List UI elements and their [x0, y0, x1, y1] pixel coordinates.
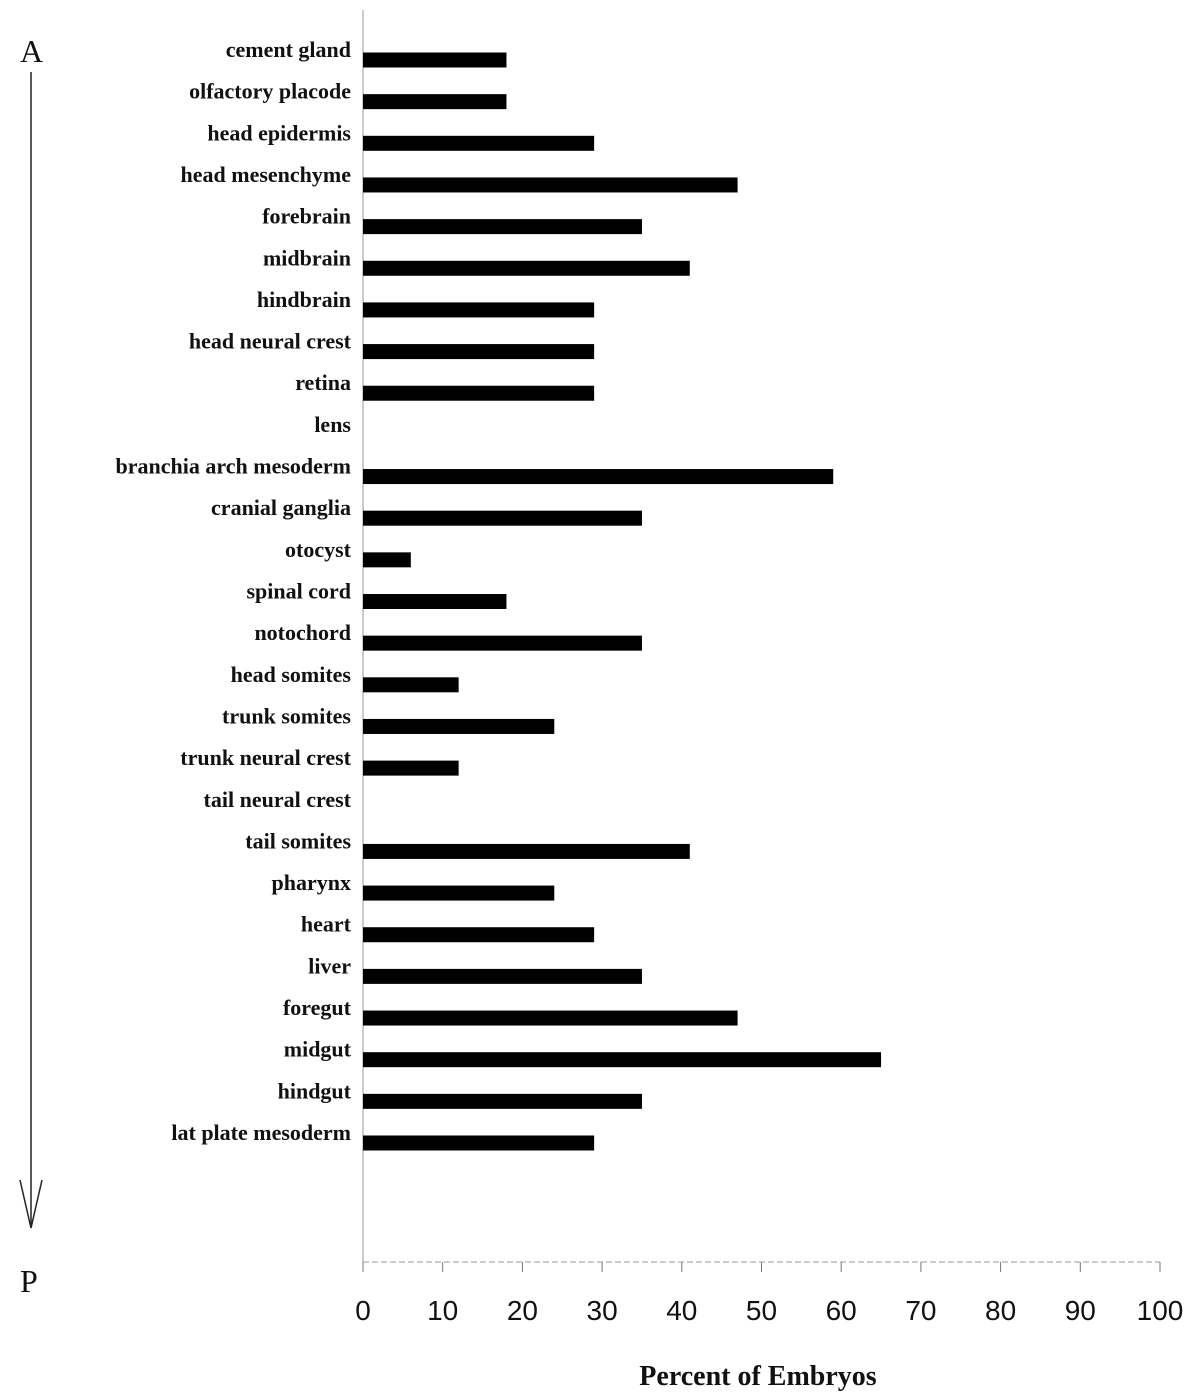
x-axis-ticks — [355, 1262, 1183, 1326]
category-label: forebrain — [262, 203, 351, 229]
x-tick-label: 10 — [427, 1295, 459, 1326]
x-tick-label: 90 — [1064, 1295, 1096, 1326]
category-label: hindgut — [277, 1078, 351, 1104]
bar — [363, 261, 690, 276]
category-label: spinal cord — [246, 578, 351, 604]
category-label: branchia arch mesoderm — [115, 453, 351, 479]
bar — [363, 1094, 642, 1109]
category-label: tail neural crest — [203, 786, 351, 812]
category-label: cranial ganglia — [211, 495, 351, 521]
x-tick-label: 70 — [905, 1295, 937, 1326]
bar — [363, 219, 642, 234]
anterior-label: A — [20, 33, 44, 69]
bars — [363, 53, 881, 1151]
x-axis-title: Percent of Embryos — [639, 1361, 877, 1392]
category-label: cement gland — [225, 37, 351, 62]
bar — [363, 761, 459, 776]
bar — [363, 136, 594, 151]
x-tick-label: 60 — [825, 1295, 857, 1326]
bar — [363, 469, 833, 484]
x-tick-label: 0 — [355, 1295, 371, 1326]
bar — [363, 886, 554, 901]
posterior-label: P — [20, 1263, 38, 1299]
category-label: pharynx — [271, 870, 351, 896]
x-tick-label: 100 — [1136, 1295, 1184, 1326]
bar — [363, 844, 690, 859]
bar — [363, 386, 594, 401]
category-label: head mesenchyme — [180, 161, 351, 187]
category-label: head somites — [230, 661, 351, 687]
bar — [363, 636, 642, 651]
anterior-posterior-indicator — [20, 33, 43, 1299]
bar — [363, 53, 506, 68]
category-label: liver — [308, 953, 351, 979]
bar — [363, 177, 738, 192]
bar — [363, 677, 459, 692]
x-tick-label: 30 — [586, 1295, 618, 1326]
category-label: tail somites — [245, 828, 351, 854]
bar — [363, 1136, 594, 1151]
bar — [363, 927, 594, 942]
category-label: midgut — [283, 1036, 351, 1062]
category-label: heart — [300, 911, 351, 937]
x-tick-label: 40 — [666, 1295, 698, 1326]
bar — [363, 969, 642, 984]
bar — [363, 1052, 881, 1067]
bar — [363, 344, 594, 359]
bar — [363, 94, 506, 109]
x-tick-label: 80 — [985, 1295, 1017, 1326]
category-label: otocyst — [285, 536, 351, 562]
bar — [363, 302, 594, 317]
bar — [363, 1011, 738, 1026]
bar — [363, 552, 411, 567]
bar — [363, 719, 554, 734]
category-label: lat plate mesoderm — [171, 1120, 351, 1145]
category-label: notochord — [254, 620, 351, 646]
category-label: trunk somites — [222, 703, 351, 729]
x-tick-label: 20 — [506, 1295, 538, 1326]
category-label: lens — [314, 411, 351, 437]
category-label: trunk neural crest — [180, 745, 351, 771]
category-label: foregut — [282, 995, 351, 1021]
bar — [363, 511, 642, 526]
x-tick-label: 50 — [745, 1295, 778, 1326]
category-label: midbrain — [262, 245, 351, 271]
category-label: head epidermis — [207, 120, 351, 146]
bar — [363, 594, 506, 609]
category-label: hindbrain — [256, 286, 351, 312]
category-label: olfactory placode — [189, 78, 351, 104]
category-labels — [116, 37, 352, 1145]
category-label: head neural crest — [188, 328, 351, 354]
category-label: retina — [295, 370, 351, 396]
